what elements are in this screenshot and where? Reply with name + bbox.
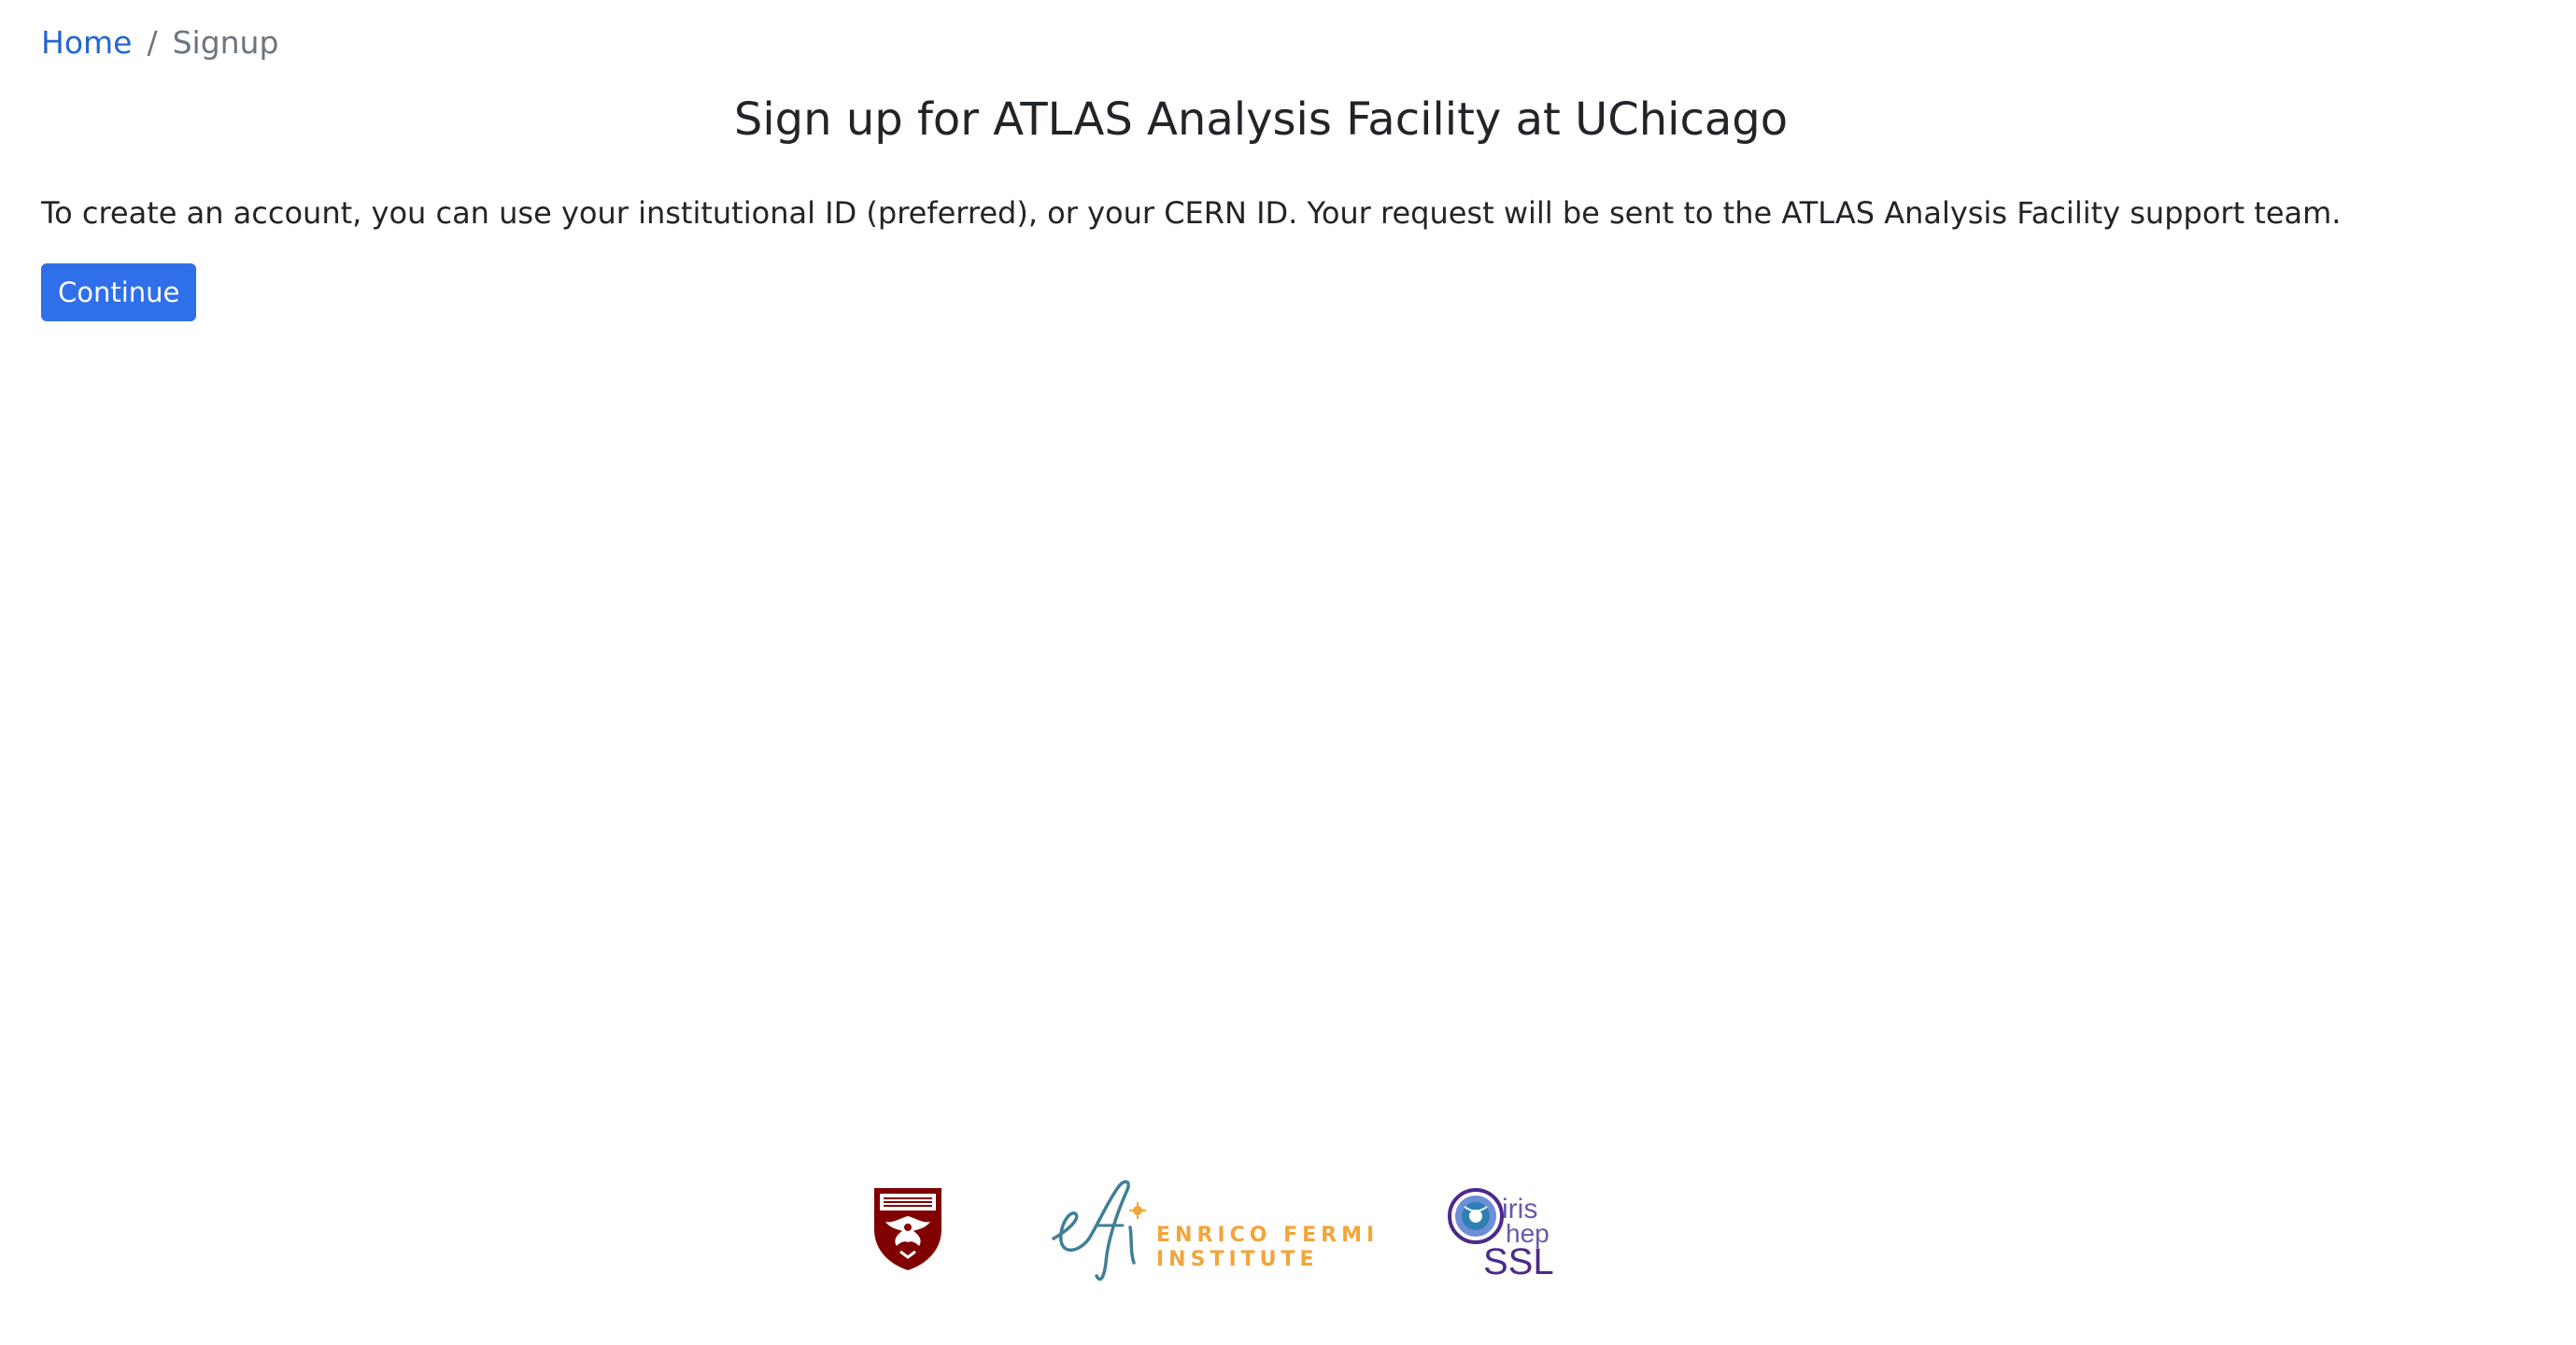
uchicago-logo[interactable] <box>872 1186 943 1276</box>
efi-name-line2: INSTITUTE <box>1156 1248 1319 1271</box>
efi-name-line1: ENRICO FERMI <box>1156 1224 1380 1247</box>
breadcrumb-separator: / <box>147 24 158 61</box>
efi-logo[interactable] <box>1048 1173 1380 1289</box>
page-title: Sign up for ATLAS Analysis Facility at UChicago <box>733 93 1789 146</box>
hep-word: hep <box>1506 1219 1550 1248</box>
iris-word: iris <box>1502 1194 1538 1225</box>
footer-logos <box>0 1168 2522 1289</box>
breadcrumb-current: Signup <box>172 24 279 61</box>
efi-script-icon <box>1048 1173 1151 1285</box>
breadcrumb-home-link[interactable]: Home <box>41 24 133 61</box>
ssl-word: SSL <box>1483 1241 1554 1278</box>
iris-hep-ssl-icon <box>1448 1184 1560 1278</box>
uchicago-shield-icon <box>872 1186 943 1272</box>
breadcrumb <box>41 21 278 65</box>
iris-hep-ssl-logo[interactable] <box>1448 1184 1560 1281</box>
intro-text: To create an account, you can use your institutional ID (preferred), or your CERN ID. Your request will be sent to the ATLAS Analysis Facility support team. <box>41 195 2342 231</box>
continue-button[interactable]: Continue <box>41 263 196 321</box>
